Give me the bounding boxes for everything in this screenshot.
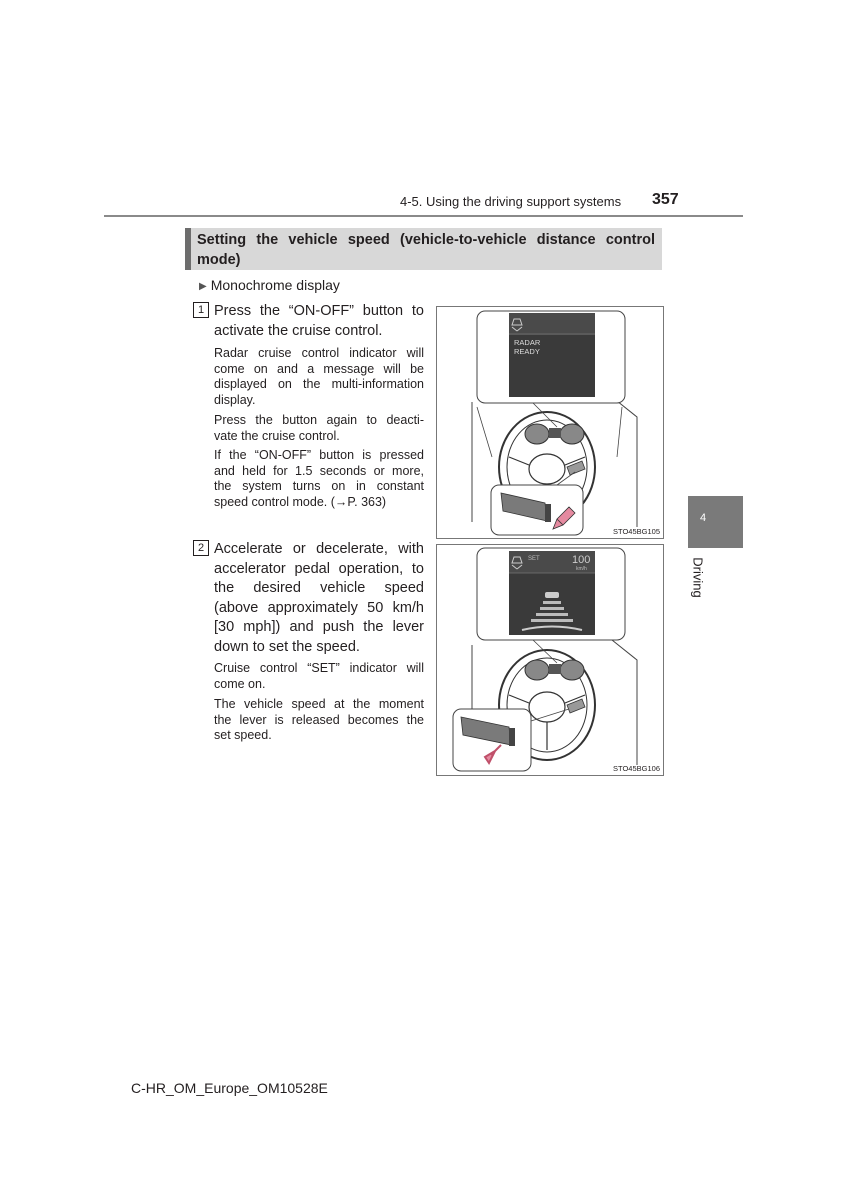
step-2-line: Accelerate or decelerate, with bbox=[214, 541, 424, 557]
step-1-note-3 bbox=[214, 448, 424, 510]
note-line: the lever is released becomes the bbox=[214, 712, 424, 727]
step-2-line: the desired vehicle speed bbox=[214, 580, 424, 596]
note-line: displayed on the multi-information bbox=[214, 377, 424, 391]
figure-1-code: STO45BG105 bbox=[613, 527, 660, 536]
note-line: and held for 1.5 seconds or more, bbox=[214, 463, 424, 478]
display-ready-text: READY bbox=[514, 347, 540, 356]
display-speed-unit: km/h bbox=[576, 566, 587, 572]
note-line: vate the cruise control. bbox=[214, 428, 340, 443]
page-number: 357 bbox=[652, 191, 679, 208]
step-2-note-1 bbox=[214, 661, 424, 692]
step-2-line: down to set the speed. bbox=[214, 638, 360, 655]
section-heading bbox=[197, 230, 655, 270]
running-header-title: 4-5. Using the driving support systems bbox=[400, 194, 622, 209]
display-type-text: Monochrome display bbox=[210, 277, 340, 293]
steering-wheel-radar-ready-drawing bbox=[437, 307, 663, 538]
note-line: the system turns on in constant bbox=[214, 479, 424, 493]
step-2-line: [30 mph]) and push the lever bbox=[214, 619, 424, 635]
steering-wheel-set-speed-drawing bbox=[437, 545, 663, 775]
figure-1-illustration bbox=[436, 306, 664, 539]
note-line: speed control mode. (→P. 363) bbox=[214, 494, 387, 509]
section-heading-line-2: mode) bbox=[197, 252, 241, 268]
step-2-line: (above approximately 50 km/h bbox=[214, 599, 424, 616]
document-code: C-HR_OM_Europe_OM10528E bbox=[131, 1080, 328, 1096]
display-radar-text: RADAR bbox=[514, 338, 541, 347]
step-1-note-2 bbox=[214, 413, 424, 444]
step-2-note-2 bbox=[214, 697, 424, 744]
step-2-line: accelerator pedal operation, to bbox=[214, 560, 424, 577]
note-line: display. bbox=[214, 392, 256, 407]
display-set-text: SET bbox=[528, 556, 540, 562]
chapter-tab bbox=[688, 496, 743, 548]
display-type-label bbox=[199, 277, 340, 293]
note-line: The vehicle speed at the moment bbox=[214, 697, 424, 711]
section-heading-bar bbox=[185, 228, 191, 270]
step-2-instruction bbox=[214, 540, 424, 657]
step-1-line: Press the “ON-OFF” button to bbox=[214, 303, 424, 319]
step-1-line: activate the cruise control. bbox=[214, 322, 383, 339]
note-line: set speed. bbox=[214, 728, 272, 742]
step-1-note-1 bbox=[214, 346, 424, 408]
note-line: come on and a message will be bbox=[214, 361, 424, 376]
note-line: Press the button again to deacti- bbox=[214, 413, 424, 427]
note-line: If the “ON-OFF” button is pressed bbox=[214, 448, 424, 462]
figure-2-illustration bbox=[436, 544, 664, 776]
header-divider bbox=[104, 215, 743, 217]
step-number-2: 2 bbox=[193, 540, 209, 556]
note-line: come on. bbox=[214, 676, 266, 691]
note-line: Cruise control “SET” indicator will bbox=[214, 661, 424, 675]
triangle-bullet-icon: ▶ bbox=[199, 281, 207, 292]
note-line: Radar cruise control indicator will bbox=[214, 346, 424, 360]
step-number-1: 1 bbox=[193, 302, 209, 318]
display-speed-value: 100 bbox=[572, 554, 591, 566]
chapter-number: 4 bbox=[700, 512, 707, 524]
section-heading-line-1: Setting the vehicle speed (vehicle-to-vehicle distance control bbox=[197, 232, 655, 248]
figure-2-code: STO45BG106 bbox=[613, 764, 660, 773]
step-1-instruction bbox=[214, 302, 424, 341]
chapter-name: Driving bbox=[690, 557, 706, 598]
